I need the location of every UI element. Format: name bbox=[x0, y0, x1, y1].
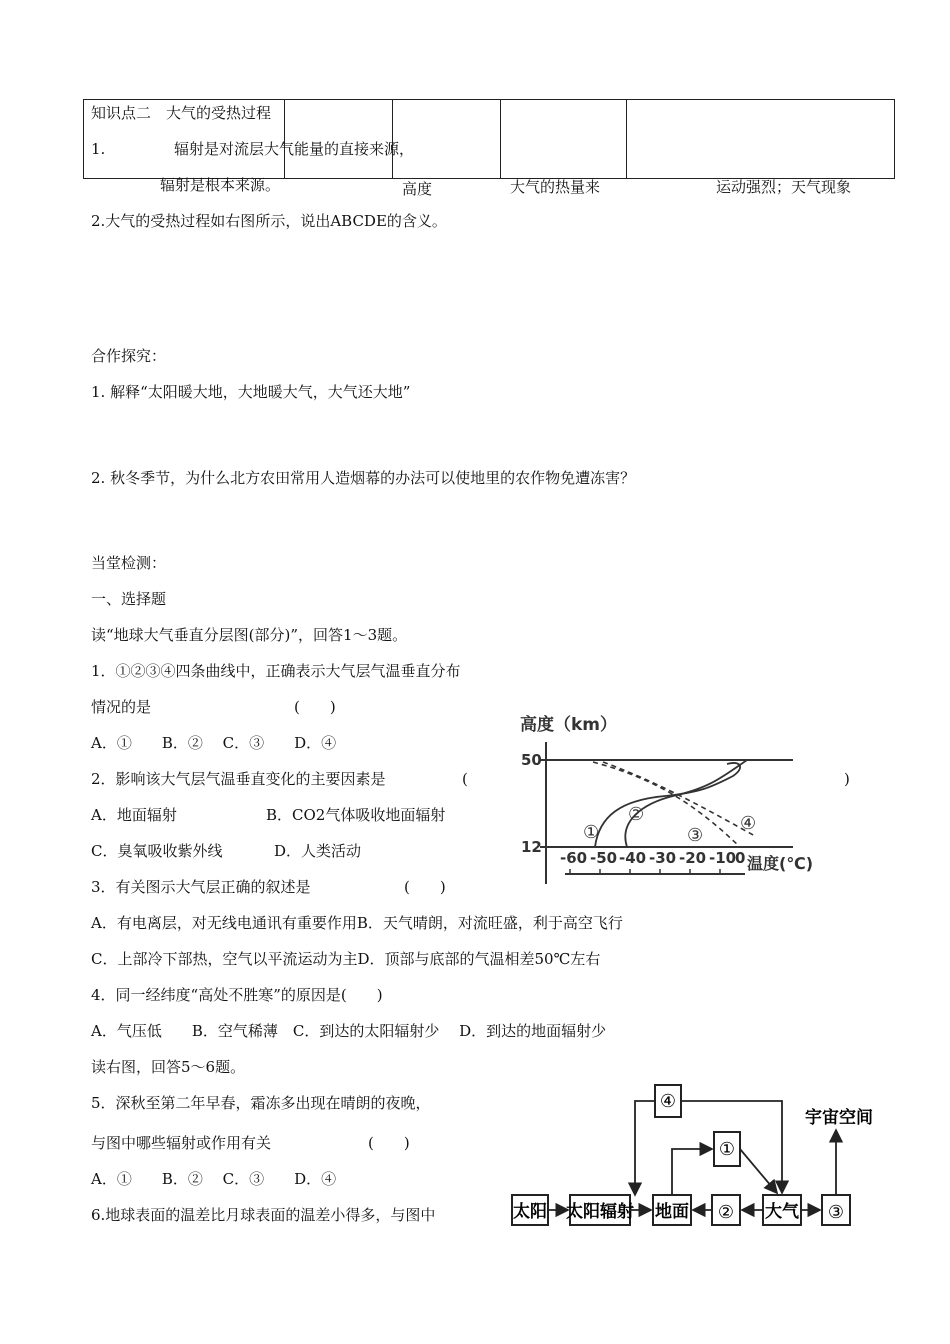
question: 5．深秋至第二年早春，霜冻多出现在晴朗的夜晚， bbox=[91, 1094, 431, 1112]
question: 1．①②③④四条曲线中，正确表示大气层气温垂直分布 bbox=[91, 662, 461, 680]
table-cell-text: 大气的热量来 bbox=[510, 178, 601, 196]
curve-3 bbox=[593, 762, 740, 847]
x-axis-label: 温度(℃) bbox=[747, 854, 814, 873]
box-label: 地面 bbox=[655, 1202, 689, 1222]
options: A．① B．② C．③ D．④ bbox=[91, 1170, 337, 1188]
options: A．有电离层，对无线电通讯有重要作用B．天气晴朗，对流旺盛，利于高空飞行 bbox=[91, 914, 623, 932]
option: B．CO2气体吸收地面辐射 bbox=[266, 806, 446, 824]
table-divider bbox=[284, 100, 285, 178]
question-number: 1. bbox=[91, 140, 106, 158]
answer-paren: ) bbox=[844, 770, 850, 788]
y-axis-label: 高度（km） bbox=[520, 715, 618, 735]
question: 1. 解释“太阳暖大地，大地暖大气，大气还大地” bbox=[91, 383, 411, 401]
space-label: 宇宙空间 bbox=[805, 1108, 873, 1128]
box-label: ② bbox=[717, 1202, 735, 1223]
x-tick: -60 bbox=[560, 849, 588, 867]
box-label: ① bbox=[718, 1139, 736, 1160]
option: A．地面辐射 bbox=[91, 806, 177, 824]
x-tick: -10 bbox=[709, 849, 737, 867]
answer-paren: ( ) bbox=[404, 878, 446, 896]
question: 2. 秋冬季节，为什么北方农田常用人造烟幕的办法可以使地里的农作物免遭冻害？ bbox=[91, 469, 636, 487]
curve-label: ② bbox=[628, 804, 645, 825]
answer-paren: ( ) bbox=[294, 698, 336, 716]
curve-label: ④ bbox=[740, 813, 757, 834]
curve-label: ③ bbox=[687, 825, 704, 846]
curve-label: ① bbox=[583, 822, 600, 843]
x-tick: -40 bbox=[619, 849, 647, 867]
question: 情况的是 bbox=[91, 698, 152, 716]
x-tick: -30 bbox=[649, 849, 677, 867]
option: C．臭氧吸收紫外线 bbox=[91, 842, 223, 860]
question: 与图中哪些辐射或作用有关 bbox=[91, 1134, 272, 1152]
question-intro: 读右图，回答5～6题。 bbox=[91, 1058, 246, 1076]
section-title: 当堂检测： bbox=[91, 554, 167, 572]
options: A．① B．② C．③ D．④ bbox=[91, 734, 337, 752]
table-divider bbox=[626, 100, 627, 178]
x-tick: -20 bbox=[679, 849, 707, 867]
flow-arrows bbox=[548, 1101, 836, 1210]
curve-1 bbox=[595, 763, 740, 847]
question: 4．同一经纬度“高处不胜寒”的原因是( ) bbox=[91, 986, 383, 1004]
x-tick: -50 bbox=[590, 849, 618, 867]
section-title: 合作探究： bbox=[91, 347, 167, 365]
box-label: 太阳辐射 bbox=[566, 1202, 634, 1222]
box-label: ④ bbox=[659, 1091, 677, 1112]
x-tick: 0 bbox=[735, 849, 746, 867]
y-tick-50: 50 bbox=[521, 751, 542, 769]
answer-paren: ( bbox=[462, 770, 468, 788]
question: 6.地球表面的温差比月球表面的温差小得多，与图中 bbox=[91, 1206, 436, 1224]
section-heading: 知识点二 大气的受热过程 bbox=[91, 104, 272, 122]
table-divider bbox=[500, 100, 501, 178]
options: C．上部冷下部热，空气以平流运动为主D．顶部与底部的气温相差50℃左右 bbox=[91, 950, 601, 968]
table-cell-text: 高度 bbox=[402, 180, 433, 198]
fill-in-text: 辐射是对流层大气能量的直接来源， bbox=[174, 140, 415, 158]
option: D．人类活动 bbox=[274, 842, 362, 860]
table-divider bbox=[392, 100, 393, 178]
question: 3．有关图示大气层正确的叙述是 bbox=[91, 878, 311, 896]
box-label: 大气 bbox=[765, 1202, 799, 1222]
part-title: 一、选择题 bbox=[91, 590, 167, 608]
radiation-flow-diagram bbox=[505, 1078, 875, 1238]
answer-paren: ( ) bbox=[368, 1134, 410, 1152]
question-intro: 读“地球大气垂直分层图(部分)”，回答1～3题。 bbox=[91, 626, 408, 644]
box-label: ③ bbox=[827, 1202, 845, 1223]
options: A．气压低 B．空气稀薄 C．到达的太阳辐射少 D．到达的地面辐射少 bbox=[91, 1022, 607, 1040]
atmosphere-temperature-figure bbox=[515, 704, 825, 886]
fill-in-text: 辐射是根本来源。 bbox=[160, 176, 281, 194]
question: 2.大气的受热过程如右图所示，说出ABCDE的含义。 bbox=[91, 212, 447, 230]
question: 2．影响该大气层气温垂直变化的主要因素是 bbox=[91, 770, 386, 788]
table-cell-text: 运动强烈；天气现象 bbox=[716, 178, 852, 196]
box-label: 太阳 bbox=[513, 1202, 547, 1222]
y-tick-12: 12 bbox=[521, 838, 542, 856]
